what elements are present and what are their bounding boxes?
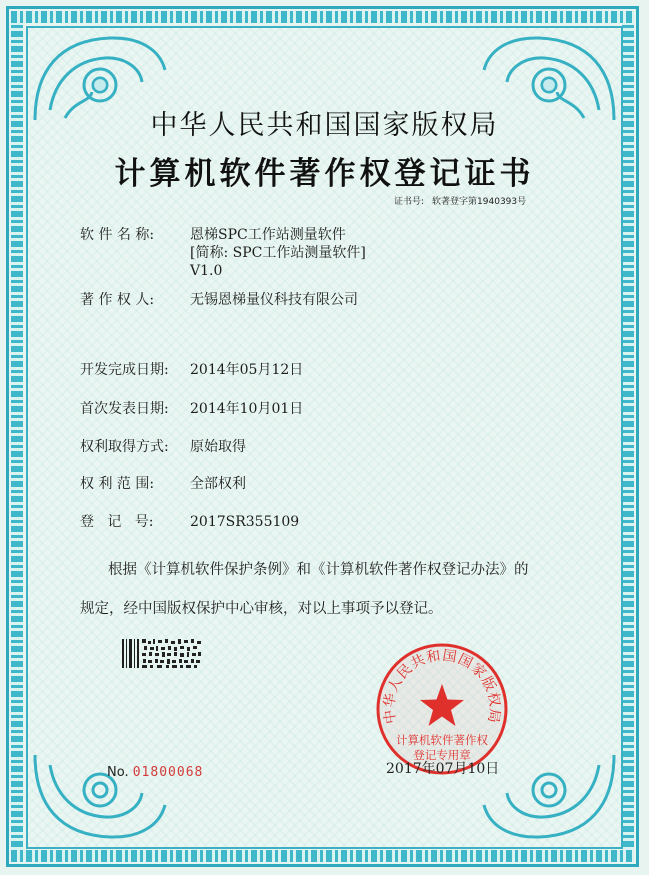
field-value: [简称: SPC工作站测量软件] (190, 245, 366, 261)
seal-ring-text: 中华人民共和国国家版权局 (381, 647, 503, 725)
serial-number-value: 01800068 (132, 765, 204, 780)
certificate-number-label: 证书号: (394, 197, 425, 207)
seal-center-line-2: 登记专用章 (413, 748, 471, 762)
field-value: 全部权利 (190, 476, 246, 492)
field-completion-date (80, 361, 303, 379)
legal-basis-line-2: 规定，经中国版权保护中心审核，对以上事项予以登记。 (80, 601, 443, 617)
field-value: 2014年10月01日 (190, 401, 304, 417)
field-registration-number (80, 513, 299, 531)
field-acquisition-method (80, 438, 246, 456)
field-value: 无锡恩梯量仪科技有限公司 (190, 292, 358, 308)
field-software-name (80, 226, 366, 280)
barcode (122, 639, 202, 668)
field-value: 2014年05月12日 (190, 362, 304, 378)
issue-date: 2017年07月10日 (386, 761, 500, 777)
certificate-title: 计算机软件著作权登记证书 (114, 156, 535, 192)
field-label: 权利取得方式: (80, 439, 169, 455)
field-label: 首次发表日期: (80, 401, 169, 417)
field-rights-scope (80, 475, 246, 493)
field-value: V1.0 (190, 263, 223, 279)
certificate-number (394, 194, 526, 207)
serial-number (107, 765, 203, 780)
barcode-graphic (122, 639, 202, 668)
field-label: 著 作 权 人: (80, 292, 155, 308)
field-label: 登 记 号: (80, 514, 154, 530)
field-label: 权 利 范 围: (80, 476, 155, 492)
issuing-authority: 中华人民共和国国家版权局 (150, 110, 499, 141)
field-value: 2017SR355109 (190, 514, 300, 530)
field-label: 开发完成日期: (80, 362, 169, 378)
field-label: 软 件 名 称: (80, 227, 155, 243)
serial-number-label: No. (107, 765, 129, 780)
field-value: 原始取得 (190, 439, 246, 455)
legal-basis-line-1: 根据《计算机软件保护条例》和《计算机软件著作权登记办法》的 (108, 562, 529, 578)
seal-center-line-1: 计算机软件著作权 (396, 733, 488, 747)
field-copyright-owner (80, 291, 358, 309)
field-value: 恩梯SPC工作站测量软件 (190, 227, 346, 243)
field-publish-date (80, 400, 303, 418)
certificate-number-value: 软著登字第1940393号 (432, 197, 527, 207)
